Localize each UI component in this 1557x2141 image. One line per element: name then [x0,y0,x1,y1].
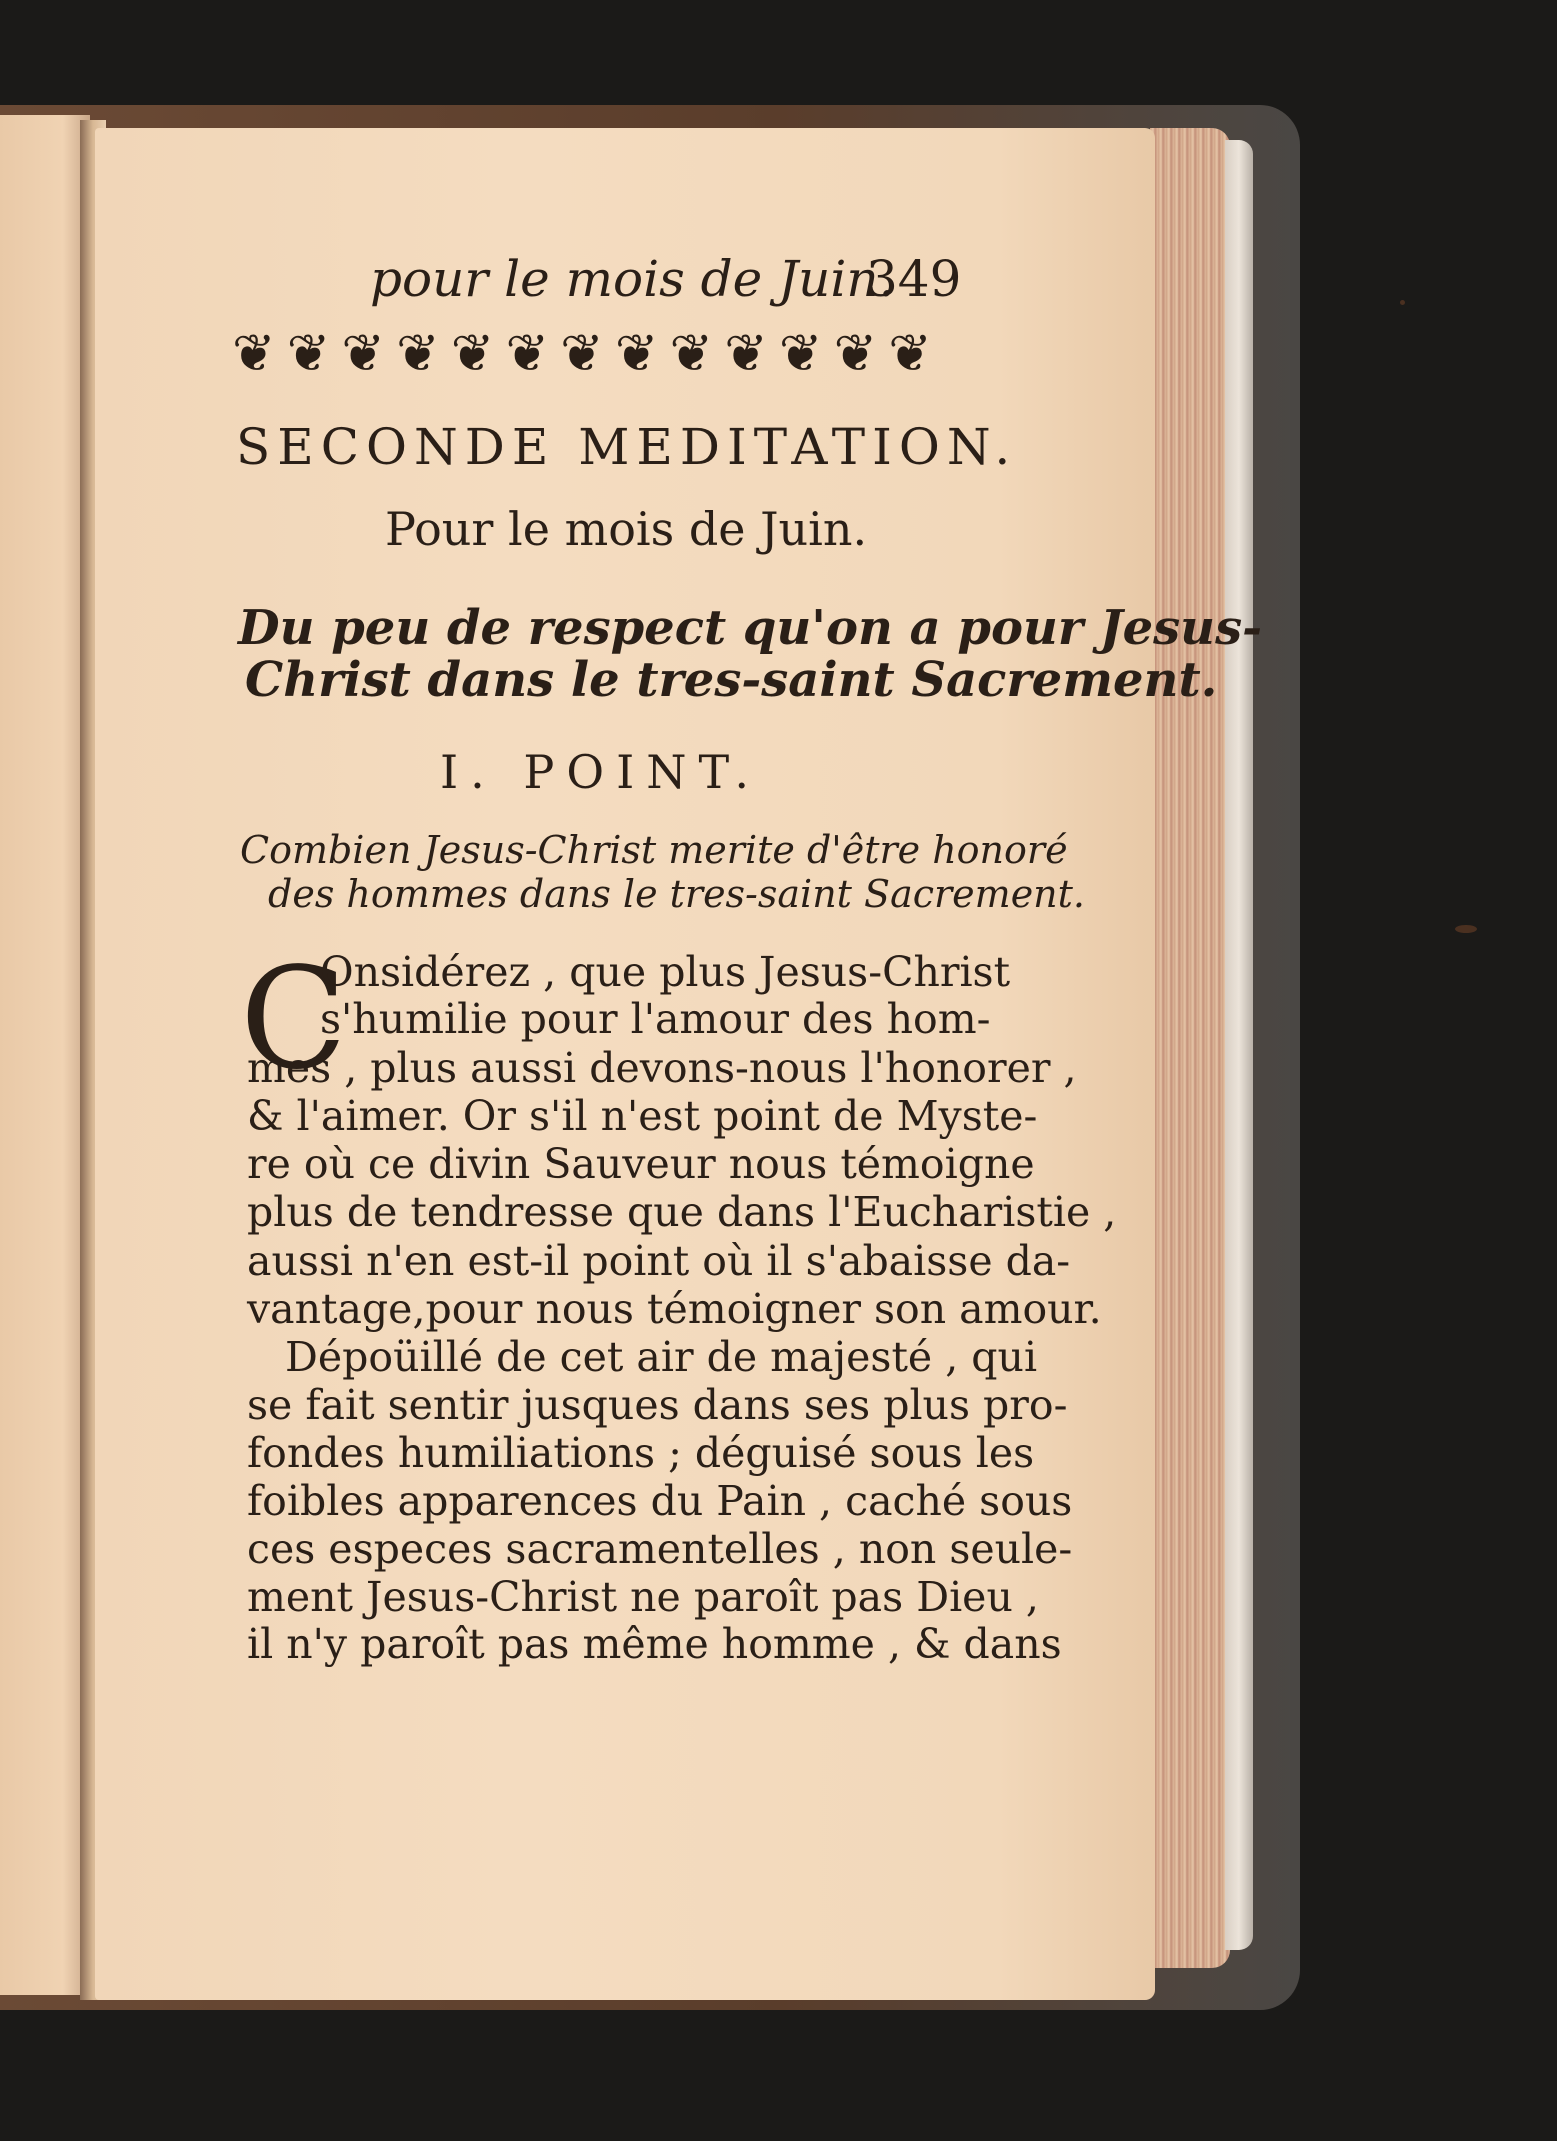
speck [1455,925,1477,933]
running-head: pour le mois de Juin. [370,250,895,308]
speck [1400,300,1405,305]
meditation-title: SECONDE MEDITATION. [236,418,1018,476]
ornament-glyph: ❦ [669,324,714,384]
drop-capital: C [240,938,348,1101]
meditation-subtitle: Pour le mois de Juin. [385,502,868,556]
point-heading: I. POINT. [440,745,762,799]
italic-title-line-1: Du peu de respect qu'on a pour Jesus- [238,600,1263,656]
ornament-glyph: ❦ [396,324,440,384]
page-block-edge [1225,140,1253,1950]
body-line: aussi n'en est-il point où il s'abaisse da- [247,1237,1071,1285]
body-line: Dépoüillé de cet air de majesté , qui [285,1333,1038,1381]
body-line: foibles apparences du Pain , caché sous [247,1477,1073,1525]
body-line: ces especes sacramentelles , non seule- [247,1525,1073,1573]
body-line: plus de tendresse que dans l'Eucharistie , [247,1188,1117,1236]
left-page-edge [0,115,90,1995]
page-edges [1150,128,1230,1968]
ornament-glyph: ❦ [778,324,823,384]
body-line: mes , plus aussi devons-nous l'honorer , [247,1044,1077,1092]
page-number: 349 [866,250,962,308]
ornament-glyph: ❦ [505,324,550,384]
body-line: & l'aimer. Or s'il n'est point de Myste- [247,1092,1038,1140]
body-line: s'humilie pour l'amour des hom- [320,995,991,1043]
point-summary-line-1: Combien Jesus-Christ merite d'être honoré [240,828,1068,872]
body-line: fondes humiliations ; déguisé sous les [247,1429,1035,1477]
ornament-glyph: ❦ [724,324,768,384]
ornament-glyph: ❦ [888,324,932,384]
ornament-glyph: ❦ [833,324,878,384]
ornament-glyph: ❦ [232,324,276,384]
ornament-band [232,325,932,383]
ornament-glyph: ❦ [286,324,331,384]
body-line: vantage,pour nous témoigner son amour. [247,1285,1102,1333]
body-line: Onsidérez , que plus Jesus-Christ [320,948,1011,996]
body-line: il n'y paroît pas même homme , & dans [247,1620,1062,1668]
ornament-glyph: ❦ [341,324,385,384]
italic-title-line-2: Christ dans le tres-saint Sacrement. [245,652,1218,708]
point-summary-line-2: des hommes dans le tres-saint Sacrement. [268,872,1085,916]
ornament-glyph: ❦ [560,324,604,384]
body-line: se fait sentir jusques dans ses plus pro- [247,1381,1068,1429]
body-line: ment Jesus-Christ ne paroît pas Dieu , [247,1573,1039,1621]
body-line: re où ce divin Sauveur nous témoigne [247,1140,1035,1188]
ornament-glyph: ❦ [614,324,659,384]
ornament-glyph: ❦ [450,324,495,384]
